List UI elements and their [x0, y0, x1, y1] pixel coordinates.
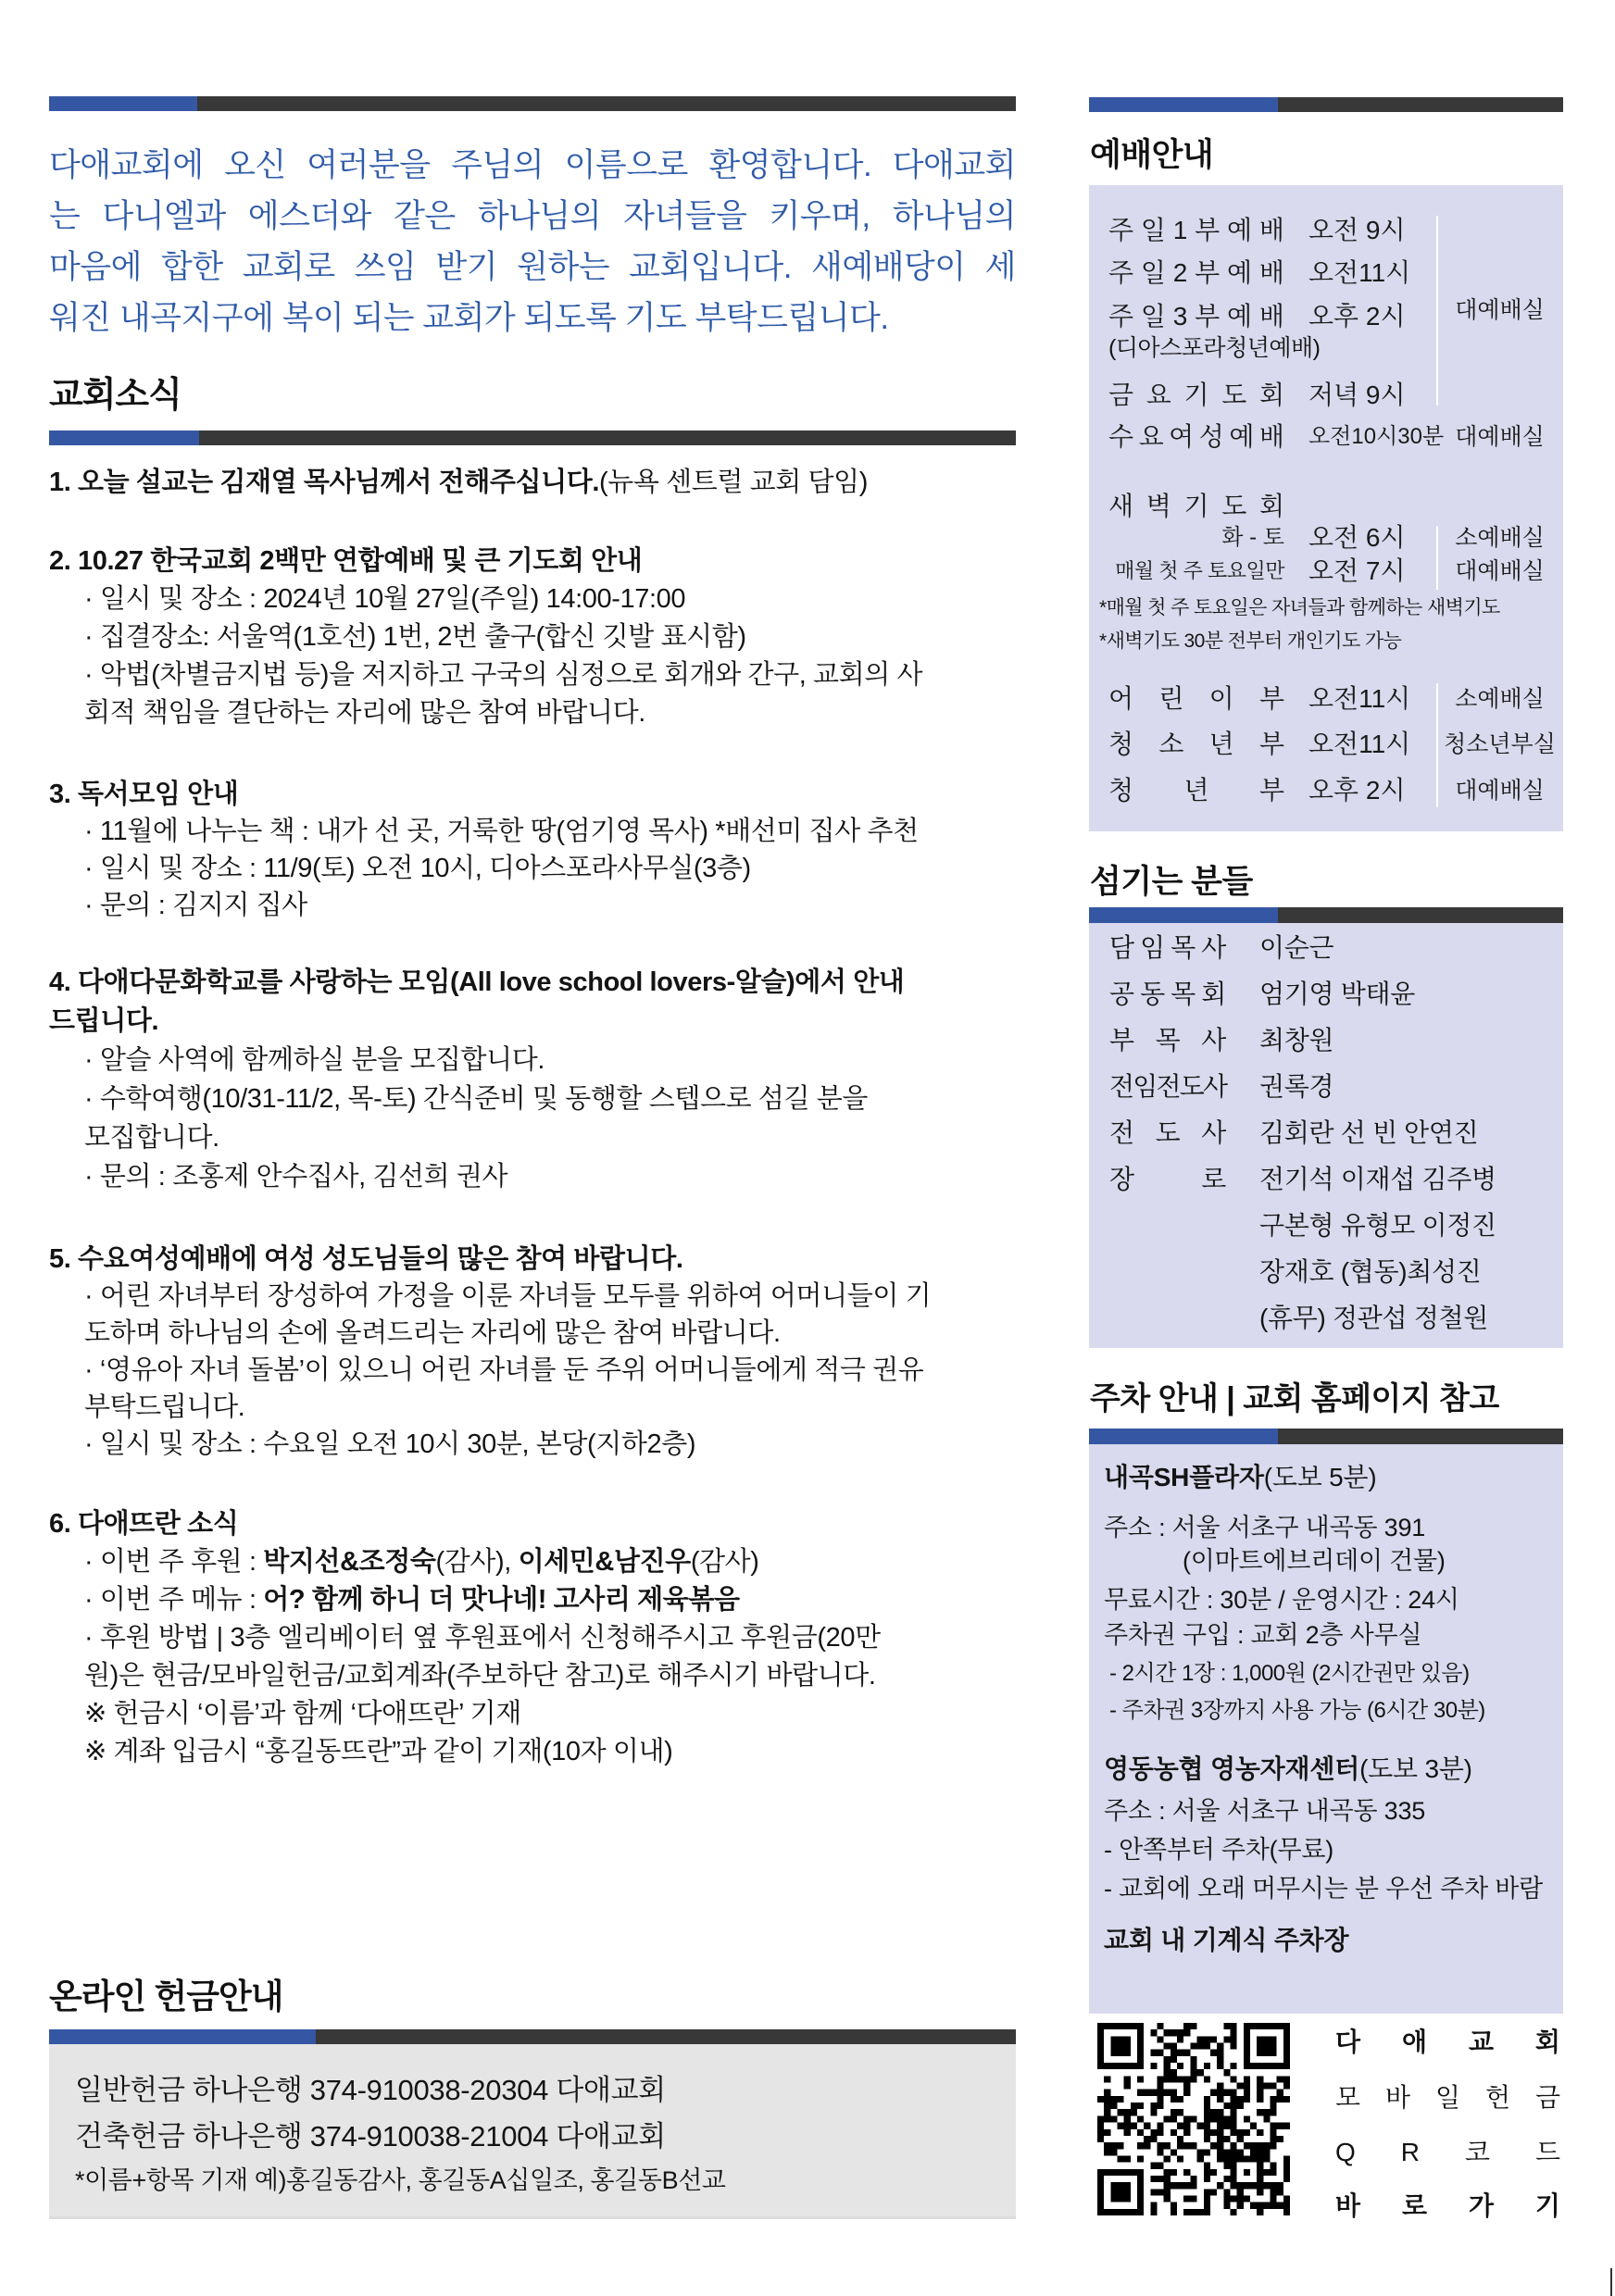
staff-role: 담 임 목 사 — [1109, 933, 1226, 962]
parking-detail: - 안쪽부터 주차(무료) — [1104, 1836, 1334, 1864]
staff-row — [1089, 925, 1563, 971]
news-item-line: · 11월에 나누는 책 : 내가 선 곳, 거룩한 땅(엄기영 목사) *배선미 집사 추천 — [84, 817, 919, 846]
service-name: 주 일 1 부 예 배 — [1108, 216, 1284, 244]
news-item-title: 3. 독서모임 안내 — [49, 780, 239, 809]
service-time: 오전11시 — [1308, 258, 1411, 287]
service-room: 대예배실 — [1455, 558, 1545, 584]
sponsor-name: 이세민&남진우 — [518, 1547, 691, 1577]
divider-accent — [1089, 1429, 1278, 1444]
welcome-line: 워진 내곡지구에 복이 되는 교회가 되도록 기도 부탁드립니다. — [49, 300, 889, 336]
service-time: 오전 9시 — [1308, 216, 1406, 244]
news-item-2 — [49, 543, 1040, 732]
dawn-prayer-schedule — [1089, 555, 1563, 587]
parking-building: (이마트에브리데이 건물) — [1183, 1547, 1446, 1575]
staff-name-line: 구본형 유형모 이정진 — [1259, 1211, 1496, 1240]
staff-row — [1089, 1156, 1563, 1341]
parking-detail: - 교회에 오래 머무시는 분 우선 주차 바람 — [1104, 1875, 1544, 1903]
news-item-line: · 악법(차별금지법 등)을 저지하고 구국의 심정으로 회개와 간구, 교회의 사 — [84, 660, 923, 690]
news-item-title: 2. 10.27 한국교회 2백만 연합예배 및 큰 기도회 안내 — [49, 546, 643, 576]
sponsor-line — [49, 1543, 1040, 1581]
parking-hours: 무료시간 : 30분 / 운영시간 : 24시 — [1104, 1586, 1459, 1614]
dawn-prayer-schedule — [1089, 522, 1563, 554]
department-row — [1089, 775, 1563, 806]
news-item-line: · 일시 및 장소 : 수요일 오전 10시 30분, 본당(지하2층) — [84, 1429, 696, 1459]
crop-mark — [1610, 2268, 1612, 2296]
department-row — [1089, 729, 1563, 760]
dawn-days: 매월 첫 주 토요일만 — [1115, 559, 1284, 582]
service-time: 오전10시30분 — [1308, 424, 1445, 449]
service-time: 오전11시 — [1308, 730, 1411, 758]
qr-caption-line: 바 로 가 기 — [1335, 2191, 1560, 2220]
service-name: 주 일 3 부 예 배 — [1108, 302, 1284, 331]
qr-code — [1097, 2023, 1290, 2215]
staff-role: 전 임 전 도 사 — [1109, 1072, 1226, 1101]
service-time: 저녁 9시 — [1308, 381, 1406, 409]
sponsor-note: (감사) — [690, 1547, 759, 1577]
news-item-title — [49, 464, 1040, 502]
offering-account-building: 건축헌금 하나은행 374-910038-21004 다애교회 — [75, 2120, 666, 2152]
service-name: 주 일 2 부 예 배 — [1108, 258, 1284, 287]
worship-row — [1089, 257, 1563, 289]
staff-name-line: (휴무) 정관섭 정철원 — [1259, 1304, 1488, 1332]
worship-row — [1089, 380, 1563, 411]
parking-lot-title — [1104, 1751, 1472, 1788]
offering-heading: 온라인 헌금안내 — [49, 1978, 283, 2015]
news-item-line: 모집합니다. — [84, 1123, 219, 1153]
section-divider-bar — [1089, 907, 1563, 923]
staff-name-line: 엄기영 박태윤 — [1259, 980, 1415, 1008]
staff-names — [1259, 1156, 1496, 1341]
service-room: 대예배실 — [1455, 778, 1545, 804]
parking-walk-time: (도보 3분) — [1359, 1754, 1472, 1783]
worship-row — [1089, 215, 1563, 246]
parking-detail: - 주차권 3장까지 사용 가능 (6시간 30분) — [1109, 1698, 1485, 1723]
section-divider-bar — [1089, 1429, 1563, 1444]
column-divider — [1436, 216, 1438, 406]
staff-row — [1089, 1064, 1563, 1110]
staff-name-line: 권록경 — [1259, 1072, 1334, 1101]
menu-label: · 이번 주 메뉴 : — [84, 1585, 264, 1615]
qr-code-icon — [1097, 2023, 1290, 2215]
service-room: 대예배실 — [1455, 424, 1545, 450]
parking-lot-name: 내곡SH플라자 — [1104, 1463, 1264, 1491]
offering-account-general: 일반헌금 하나은행 374-910038-20304 다애교회 — [75, 2074, 666, 2106]
service-room: 소예배실 — [1455, 525, 1545, 551]
divider-accent — [1089, 907, 1278, 923]
service-subtitle: (디아스포라청년예배) — [1108, 335, 1321, 361]
parking-onsite: 교회 내 기계식 주차장 — [1104, 1926, 1349, 1954]
department-name: 청 소 년 부 — [1108, 730, 1284, 758]
dawn-note: *매월 첫 주 토요일은 자녀들과 함께하는 새벽기도 — [1099, 597, 1500, 618]
dawn-prayer-row — [1089, 491, 1563, 522]
staff-names — [1259, 1017, 1333, 1064]
staff-heading: 섬기는 분들 — [1090, 864, 1253, 900]
parking-ticket: 주차권 구입 : 교회 2층 사무실 — [1104, 1621, 1422, 1649]
news-item-3 — [49, 776, 1040, 924]
staff-name-line: 장재호 (협동)최성진 — [1259, 1257, 1482, 1286]
staff-names — [1259, 1110, 1478, 1156]
staff-name-line: 김회란 선 빈 안연진 — [1259, 1118, 1479, 1147]
news-item-line: · 일시 및 장소 : 11/9(토) 오전 10시, 디아스포라사무실(3층) — [84, 854, 751, 883]
news-item-title: 5. 수요여성예배에 여성 성도님들의 많은 참여 바랍니다. — [49, 1244, 683, 1274]
staff-role: 공 동 목 회 — [1109, 980, 1226, 1008]
worship-heading: 예배안내 — [1090, 137, 1214, 173]
service-name: 수 요 여 성 예 배 — [1108, 422, 1284, 451]
news-item-line: · 알슬 사역에 함께하실 분을 모집합니다. — [84, 1045, 545, 1075]
parking-walk-time: (도보 5분) — [1263, 1463, 1377, 1491]
service-time: 오전 7시 — [1308, 556, 1406, 585]
menu-line — [49, 1581, 1040, 1619]
sponsor-name: 박지선&조정숙 — [263, 1547, 436, 1577]
news-item-line: 회적 책임을 결단하는 자리에 많은 참여 바랍니다. — [84, 698, 645, 728]
news-title-text: 1. 오늘 설교는 김재열 목사님께서 전해주십니다. — [49, 468, 599, 497]
parking-panel — [1089, 1444, 1563, 2014]
service-room: 소예배실 — [1455, 686, 1545, 712]
news-item-line: · 문의 : 조홍제 안수집사, 김선희 권사 — [84, 1162, 508, 1192]
news-item-line: · 어린 자녀부터 장성하여 가정을 이룬 자녀들 모두를 위하여 어머니들이 기 — [84, 1281, 932, 1311]
news-item-line: · 후원 방법 | 3층 엘리베이터 옆 후원표에서 신청해주시고 후원금(20만 — [84, 1623, 881, 1653]
dawn-note: *새벽기도 30분 전부터 개인기도 가능 — [1099, 630, 1402, 652]
service-time: 오후 2시 — [1308, 302, 1406, 331]
news-item-title-cont: 드립니다. — [49, 1006, 159, 1036]
staff-name-line: 전기석 이재섭 김주병 — [1259, 1165, 1496, 1193]
news-item-6 — [49, 1505, 1040, 1771]
news-title-note: (뉴욕 센트럴 교회 담임) — [599, 468, 869, 497]
parking-lot-name: 영동농협 영농자재센터 — [1104, 1754, 1360, 1783]
news-heading: 교회소식 — [49, 376, 182, 415]
section-divider-bar — [49, 96, 1016, 111]
parking-address: 주소 : 서울 서초구 내곡동 391 — [1104, 1514, 1426, 1541]
news-item-line: · 일시 및 장소 : 2024년 10월 27일(주일) 14:00-17:00 — [84, 584, 686, 614]
news-item-line: · ‘영유아 자녀 돌봄’이 있으니 어린 자녀를 둔 주위 어머니들에게 적극 권유 — [84, 1355, 924, 1385]
news-item-line: · 집결장소: 서울역(1호선) 1번, 2번 출구(합신 깃발 표시함) — [84, 622, 746, 652]
news-item-line: · 문의 : 김지지 집사 — [84, 891, 307, 920]
parking-lot-title — [1104, 1459, 1377, 1496]
news-item-line: 도하며 하나님의 손에 올려드리는 자리에 많은 참여 바랍니다. — [84, 1318, 781, 1348]
news-item-title: 4. 다애다문화학교를 사랑하는 모임(All love school lovers-알슬)에서 안내 — [49, 967, 905, 997]
staff-name-line: 이순근 — [1259, 933, 1334, 962]
service-room: 대예배실 — [1455, 297, 1545, 323]
news-item-4 — [49, 963, 1040, 1196]
welcome-line: 마음에 합한 교회로 쓰임 받기 원하는 교회입니다. 새예배당이 세 — [49, 249, 1016, 285]
staff-role: 전 도 사 — [1109, 1118, 1226, 1147]
staff-names — [1259, 971, 1415, 1017]
news-item-line: · 수학여행(10/31-11/2, 목-토) 간식준비 및 동행할 스텝으로 섬길 분을 — [84, 1084, 868, 1114]
sponsor-label: · 이번 주 후원 : — [84, 1547, 264, 1577]
welcome-message — [49, 140, 1016, 343]
news-item-1 — [49, 464, 1040, 502]
worship-row — [1089, 421, 1563, 453]
parking-detail: - 2시간 1장 : 1,000원 (2시간권만 있음) — [1109, 1661, 1470, 1686]
staff-role: 부 목 사 — [1109, 1026, 1226, 1054]
section-divider-bar — [49, 2029, 1016, 2044]
welcome-line: 다애교회에 오신 여러분을 주님의 이름으로 환영합니다. 다애교회 — [49, 147, 1016, 183]
staff-name-line: 최창원 — [1259, 1026, 1334, 1054]
menu-value: 어? 함께 하니 더 맛나네! 고사리 제육볶음 — [263, 1585, 740, 1615]
staff-row — [1089, 971, 1563, 1017]
news-item-line: 원)은 현금/모바일헌금/교회계좌(주보하단 참고)로 해주시기 바랍니다. — [84, 1661, 876, 1691]
news-item-line: ※ 헌금시 ‘이름’과 함께 ‘다애뜨란’ 기재 — [84, 1699, 521, 1728]
news-item-line: 부탁드립니다. — [84, 1392, 245, 1422]
sponsor-note: (감사), — [435, 1547, 519, 1577]
column-divider — [1436, 683, 1438, 807]
offering-note: *이름+항목 기재 예)홍길동감사, 홍길동A십일조, 홍길동B선교 — [75, 2166, 726, 2194]
staff-role: 장 로 — [1109, 1165, 1226, 1193]
service-time: 오전11시 — [1308, 684, 1411, 713]
qr-caption-line: 다 애 교 회 — [1335, 2028, 1560, 2056]
staff-names — [1259, 925, 1333, 971]
divider-accent — [1089, 97, 1278, 112]
parking-heading: 주차 안내 | 교회 홈페이지 참고 — [1090, 1381, 1499, 1416]
staff-names — [1259, 1064, 1333, 1110]
service-time: 오전 6시 — [1308, 523, 1406, 552]
qr-caption-line: Q R 코 드 — [1335, 2138, 1560, 2166]
service-name: 금 요 기 도 회 — [1108, 381, 1284, 409]
service-name: 새 벽 기 도 회 — [1108, 492, 1284, 520]
department-row — [1089, 683, 1563, 715]
news-item-5 — [49, 1241, 1040, 1463]
qr-caption-line: 모 바 일 헌 금 — [1335, 2083, 1560, 2112]
column-divider — [1436, 526, 1438, 590]
merged-room — [1089, 294, 1563, 326]
divider-accent — [49, 430, 199, 445]
department-name: 어 린 이 부 — [1108, 684, 1284, 713]
staff-list — [1089, 925, 1563, 1341]
staff-row — [1089, 1017, 1563, 1064]
welcome-line: 는 다니엘과 에스더와 같은 하나님의 자녀들을 키우며, 하나님의 — [49, 198, 1016, 234]
worship-panel — [1089, 185, 1563, 831]
service-room: 청소년부실 — [1444, 731, 1556, 757]
dawn-days: 화 - 토 — [1221, 525, 1284, 550]
section-divider-bar — [1089, 97, 1563, 112]
department-name: 청 년 부 — [1108, 776, 1284, 805]
staff-row — [1089, 1110, 1563, 1156]
staff-panel — [1089, 923, 1563, 1348]
news-item-title: 6. 다애뜨란 소식 — [49, 1509, 239, 1539]
parking-address: 주소 : 서울 서초구 내곡동 335 — [1104, 1797, 1426, 1825]
news-item-line: ※ 계좌 입금시 “홍길동뜨란”과 같이 기재(10자 이내) — [84, 1737, 673, 1766]
section-divider-bar — [49, 430, 1016, 445]
offering-panel — [49, 2044, 1016, 2219]
divider-accent — [49, 96, 197, 111]
divider-accent — [49, 2029, 316, 2044]
service-time: 오후 2시 — [1308, 776, 1406, 805]
